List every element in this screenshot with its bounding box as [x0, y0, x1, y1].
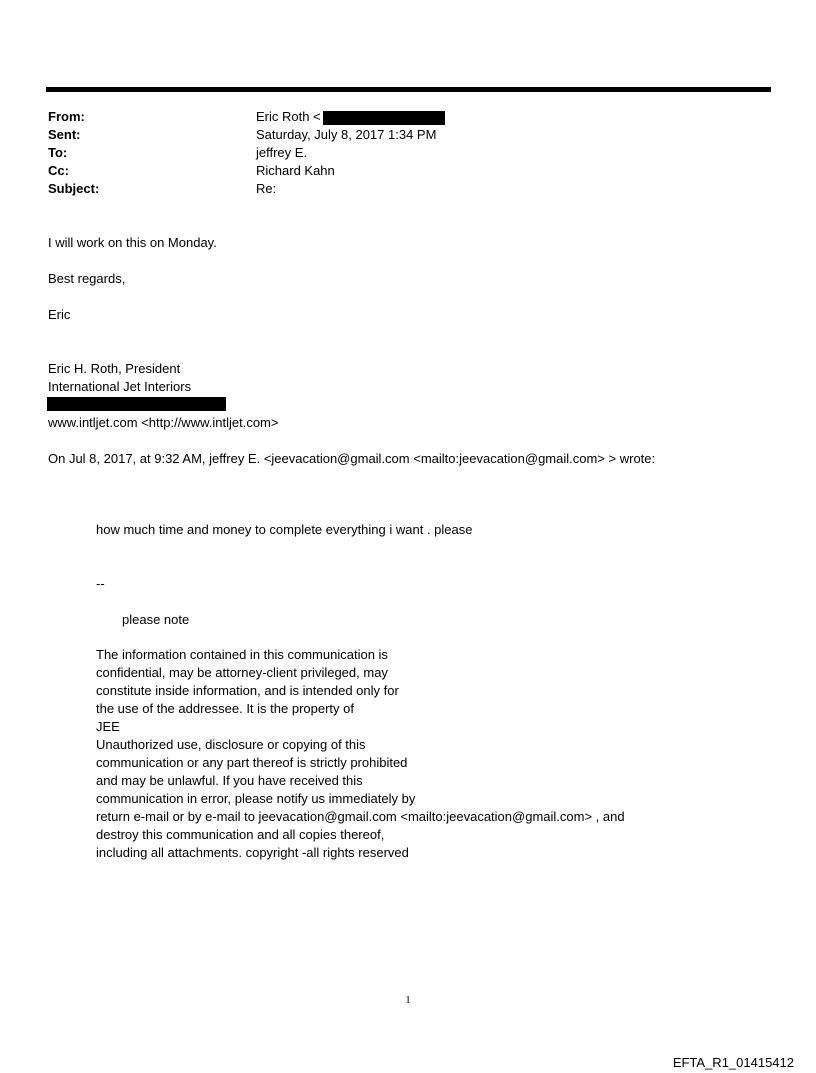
from-value — [256, 108, 445, 126]
header-rule — [46, 87, 771, 92]
quoted-separator: -- — [96, 576, 105, 591]
disclaimer-line: the use of the addressee. It is the property of — [96, 701, 354, 716]
to-value: jeffrey E. — [256, 145, 308, 160]
to-label: To: — [48, 145, 68, 160]
subject-value: Re: — [256, 181, 277, 196]
cc-value: Richard Kahn — [256, 163, 335, 178]
disclaimer-line: JEE — [96, 719, 120, 734]
sent-value: Saturday, July 8, 2017 1:34 PM — [256, 127, 437, 142]
quoted-message: how much time and money to complete everything i want . please — [96, 522, 473, 537]
from-text: Eric Roth < — [256, 109, 321, 124]
redaction-block — [323, 111, 445, 125]
disclaimer-line: return e-mail or by e-mail to jeevacation@gmail.com <mailto:jeevacation@gmail.com> , and — [96, 809, 625, 824]
document-id: EFTA_R1_01415412 — [672, 1055, 794, 1070]
disclaimer-line: and may be unlawful. If you have received this — [96, 773, 363, 788]
closing: Best regards, — [48, 271, 126, 286]
signature-company: International Jet Interiors — [48, 379, 192, 394]
disclaimer-line: communication in error, please notify us immediately by — [96, 791, 416, 806]
disclaimer-line: confidential, may be attorney-client privileged, may — [96, 665, 388, 680]
page-number: 1 — [405, 994, 411, 1006]
disclaimer-line: communication or any part thereof is strictly prohibited — [96, 755, 408, 770]
signature-name: Eric H. Roth, President — [48, 361, 181, 376]
disclaimer-line: The information contained in this communication is — [96, 647, 388, 662]
signature-website: www.intljet.com <http://www.intljet.com> — [48, 415, 279, 430]
disclaimer-line: constitute inside information, and is intended only for — [96, 683, 399, 698]
body-line: I will work on this on Monday. — [48, 235, 217, 250]
cc-label: Cc: — [48, 163, 69, 178]
quote-intro: On Jul 8, 2017, at 9:32 AM, jeffrey E. <jeevacation@gmail.com <mailto:jeevacation@gmail.com> > wrote: — [48, 451, 656, 466]
quoted-note: please note — [122, 612, 190, 627]
disclaimer — [96, 646, 625, 862]
disclaimer-line: Unauthorized use, disclosure or copying of this — [96, 737, 366, 752]
sender-first-name: Eric — [48, 307, 71, 322]
sent-label: Sent: — [48, 127, 81, 142]
subject-label: Subject: — [48, 181, 100, 196]
disclaimer-line: destroy this communication and all copies thereof, — [96, 827, 385, 842]
redaction-block — [47, 397, 226, 411]
disclaimer-line: including all attachments. copyright -all rights reserved — [96, 845, 409, 860]
from-label: From: — [48, 109, 85, 124]
